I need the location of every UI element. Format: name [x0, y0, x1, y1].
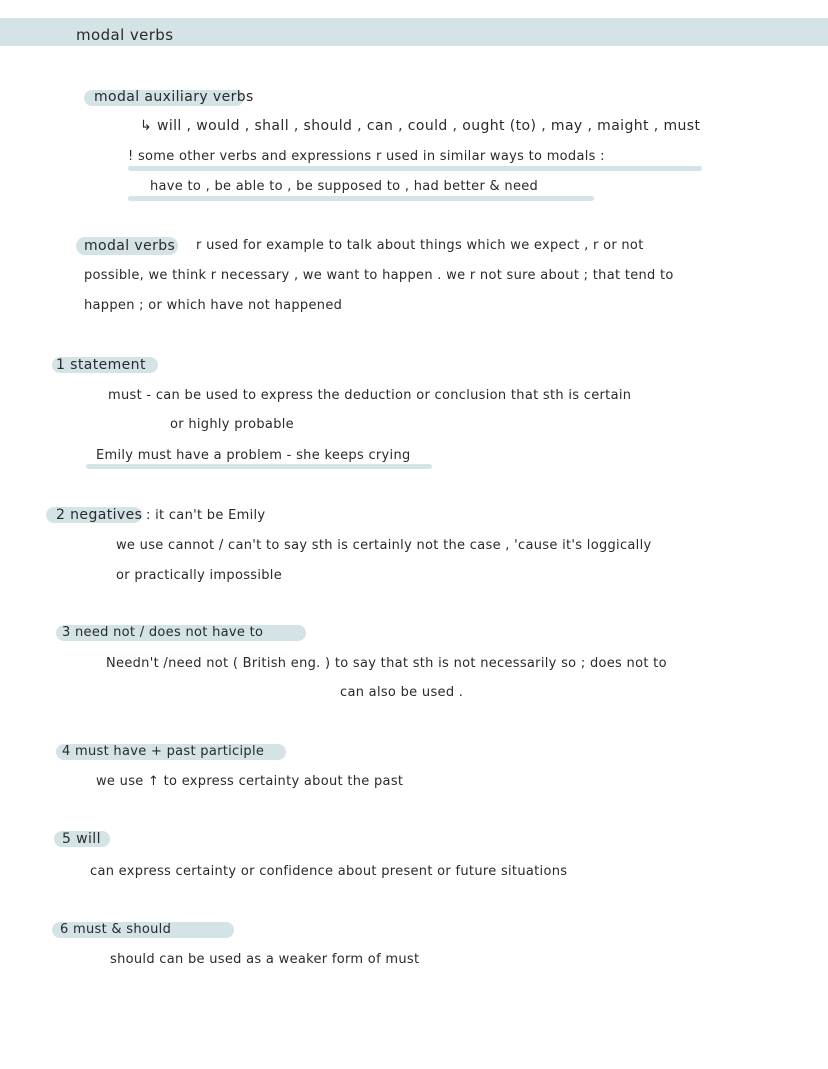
section-2-heading-suffix: : it can't be Emily	[146, 508, 266, 523]
section-2-line-2: or practically impossible	[116, 568, 283, 583]
section-1-heading: 1 statement	[56, 357, 146, 373]
section-3-line-1: Needn't /need not ( British eng. ) to say that sth is not necessarily so ; does not to	[106, 656, 667, 671]
others-underline	[128, 196, 594, 201]
section-1-example: Emily must have a problem - she keeps crying	[96, 448, 411, 463]
auxiliary-others: have to , be able to , be supposed to , had better & need	[150, 179, 539, 194]
section-5-line-1: can express certainty or confidence about present or future situations	[90, 864, 568, 879]
intro-line-1: r used for example to talk about things which we expect , r or not	[196, 238, 644, 253]
section-6-heading: 6 must & should	[60, 922, 172, 937]
intro-line-3: happen ; or which have not happened	[84, 298, 343, 313]
section-4-heading: 4 must have + past participle	[62, 744, 265, 759]
section-1-line-1: must - can be used to express the deduction or conclusion that sth is certain	[108, 388, 632, 403]
section-1-line-2: or highly probable	[170, 417, 294, 432]
section-2-line-1: we use cannot / can't to say sth is certainly not the case , 'cause it's loggically	[116, 538, 652, 553]
example-underline	[86, 464, 432, 469]
section-3-line-2: can also be used .	[340, 685, 464, 700]
note-underline	[128, 166, 702, 171]
intro-lead: modal verbs	[84, 238, 176, 254]
intro-line-2: possible, we think r necessary , we want to happen . we r not sure about ; that tend to	[84, 268, 674, 283]
section-4-line-1: we use ↑ to express certainty about the past	[96, 774, 404, 789]
section-5-heading: 5 will	[62, 831, 101, 847]
page-title: modal verbs	[76, 26, 174, 44]
auxiliary-list: ↳ will , would , shall , should , can , could , ought (to) , may , maight , must	[140, 118, 701, 134]
auxiliary-note: ! some other verbs and expressions r used in similar ways to modals :	[128, 149, 605, 164]
section-6-line-1: should can be used as a weaker form of must	[110, 952, 420, 967]
section-2-heading: 2 negatives	[56, 507, 143, 523]
section-3-heading: 3 need not / does not have to	[62, 625, 264, 640]
auxiliary-heading: modal auxiliary verbs	[94, 89, 254, 105]
